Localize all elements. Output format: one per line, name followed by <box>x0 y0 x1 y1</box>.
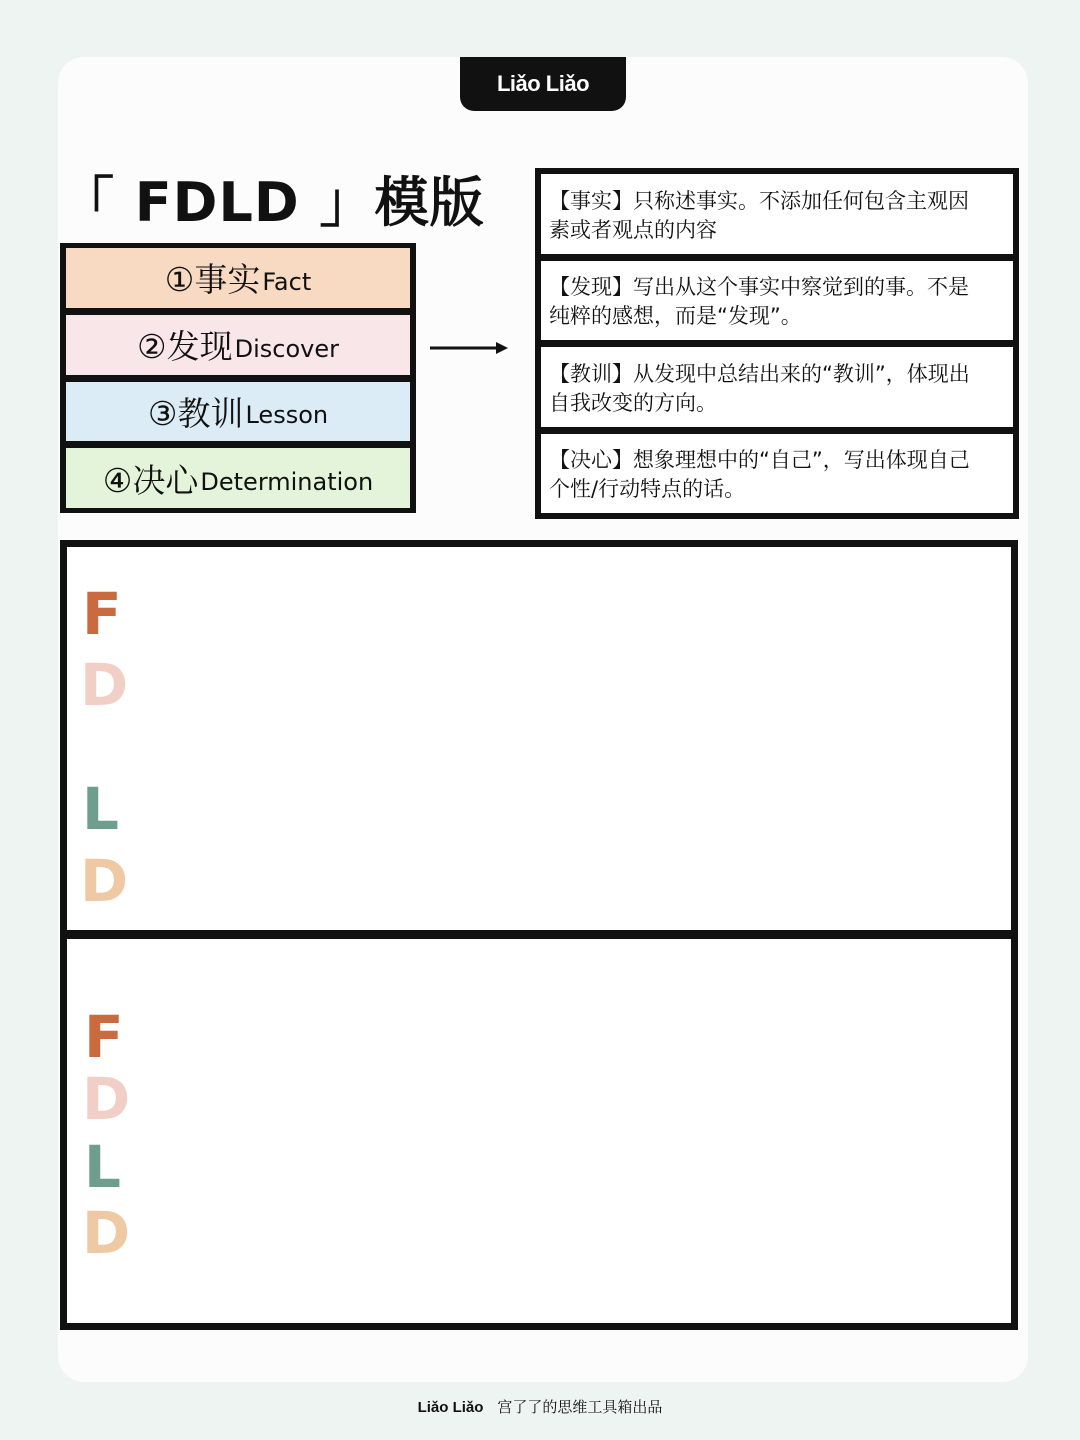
page-title: 「 FDLD 」模版 <box>60 171 485 234</box>
step-determination <box>66 448 410 508</box>
arrow-right-icon <box>430 338 510 358</box>
footer <box>0 1396 1080 1417</box>
writing-panel-1[interactable] <box>60 540 1018 937</box>
letter-l: L <box>84 1133 121 1201</box>
step-label-en: Lesson <box>245 401 329 430</box>
definition-determination: 【决心】想象理想中的“自己”，写出体现自己个性/行动特点的话。 <box>541 434 1013 514</box>
step-label-en: Discover <box>234 334 339 363</box>
definition-discover: 【发现】写出从这个事实中察觉到的事。不是纯粹的感想，而是“发现”。 <box>541 261 1013 341</box>
step-label-en: Determination <box>200 468 374 497</box>
brand-logo: Liǎo Liǎo <box>460 57 626 111</box>
letter-d: D <box>80 847 129 915</box>
step-label-en: Fact <box>262 267 312 296</box>
footer-text: 宫了了的思维工具箱出品 <box>497 1398 663 1416</box>
letter-f: F <box>84 1003 124 1071</box>
letter-d: D <box>82 1199 131 1267</box>
step-label-zh: ③教训 <box>147 393 244 433</box>
letter-f: F <box>82 580 122 648</box>
step-label-zh: ④决心 <box>102 460 199 500</box>
step-discover <box>66 315 410 375</box>
definitions-box <box>535 168 1019 519</box>
letter-l: L <box>82 775 119 843</box>
definition-lesson: 【教训】从发现中总结出来的“教训”，体现出自我改变的方向。 <box>541 347 1013 427</box>
step-label-zh: ②发现 <box>137 327 233 367</box>
footer-brand: Liǎo Liǎo <box>417 1399 484 1416</box>
steps-box <box>60 243 416 513</box>
step-fact <box>66 248 410 308</box>
step-label-zh: ①事实 <box>164 260 261 300</box>
writing-panel-2[interactable] <box>60 932 1018 1330</box>
letter-d: D <box>82 1065 131 1133</box>
letter-d: D <box>80 651 129 719</box>
step-lesson <box>66 382 410 442</box>
definition-fact: 【事实】只称述事实。不添加任何包含主观因素或者观点的内容 <box>541 174 1013 254</box>
